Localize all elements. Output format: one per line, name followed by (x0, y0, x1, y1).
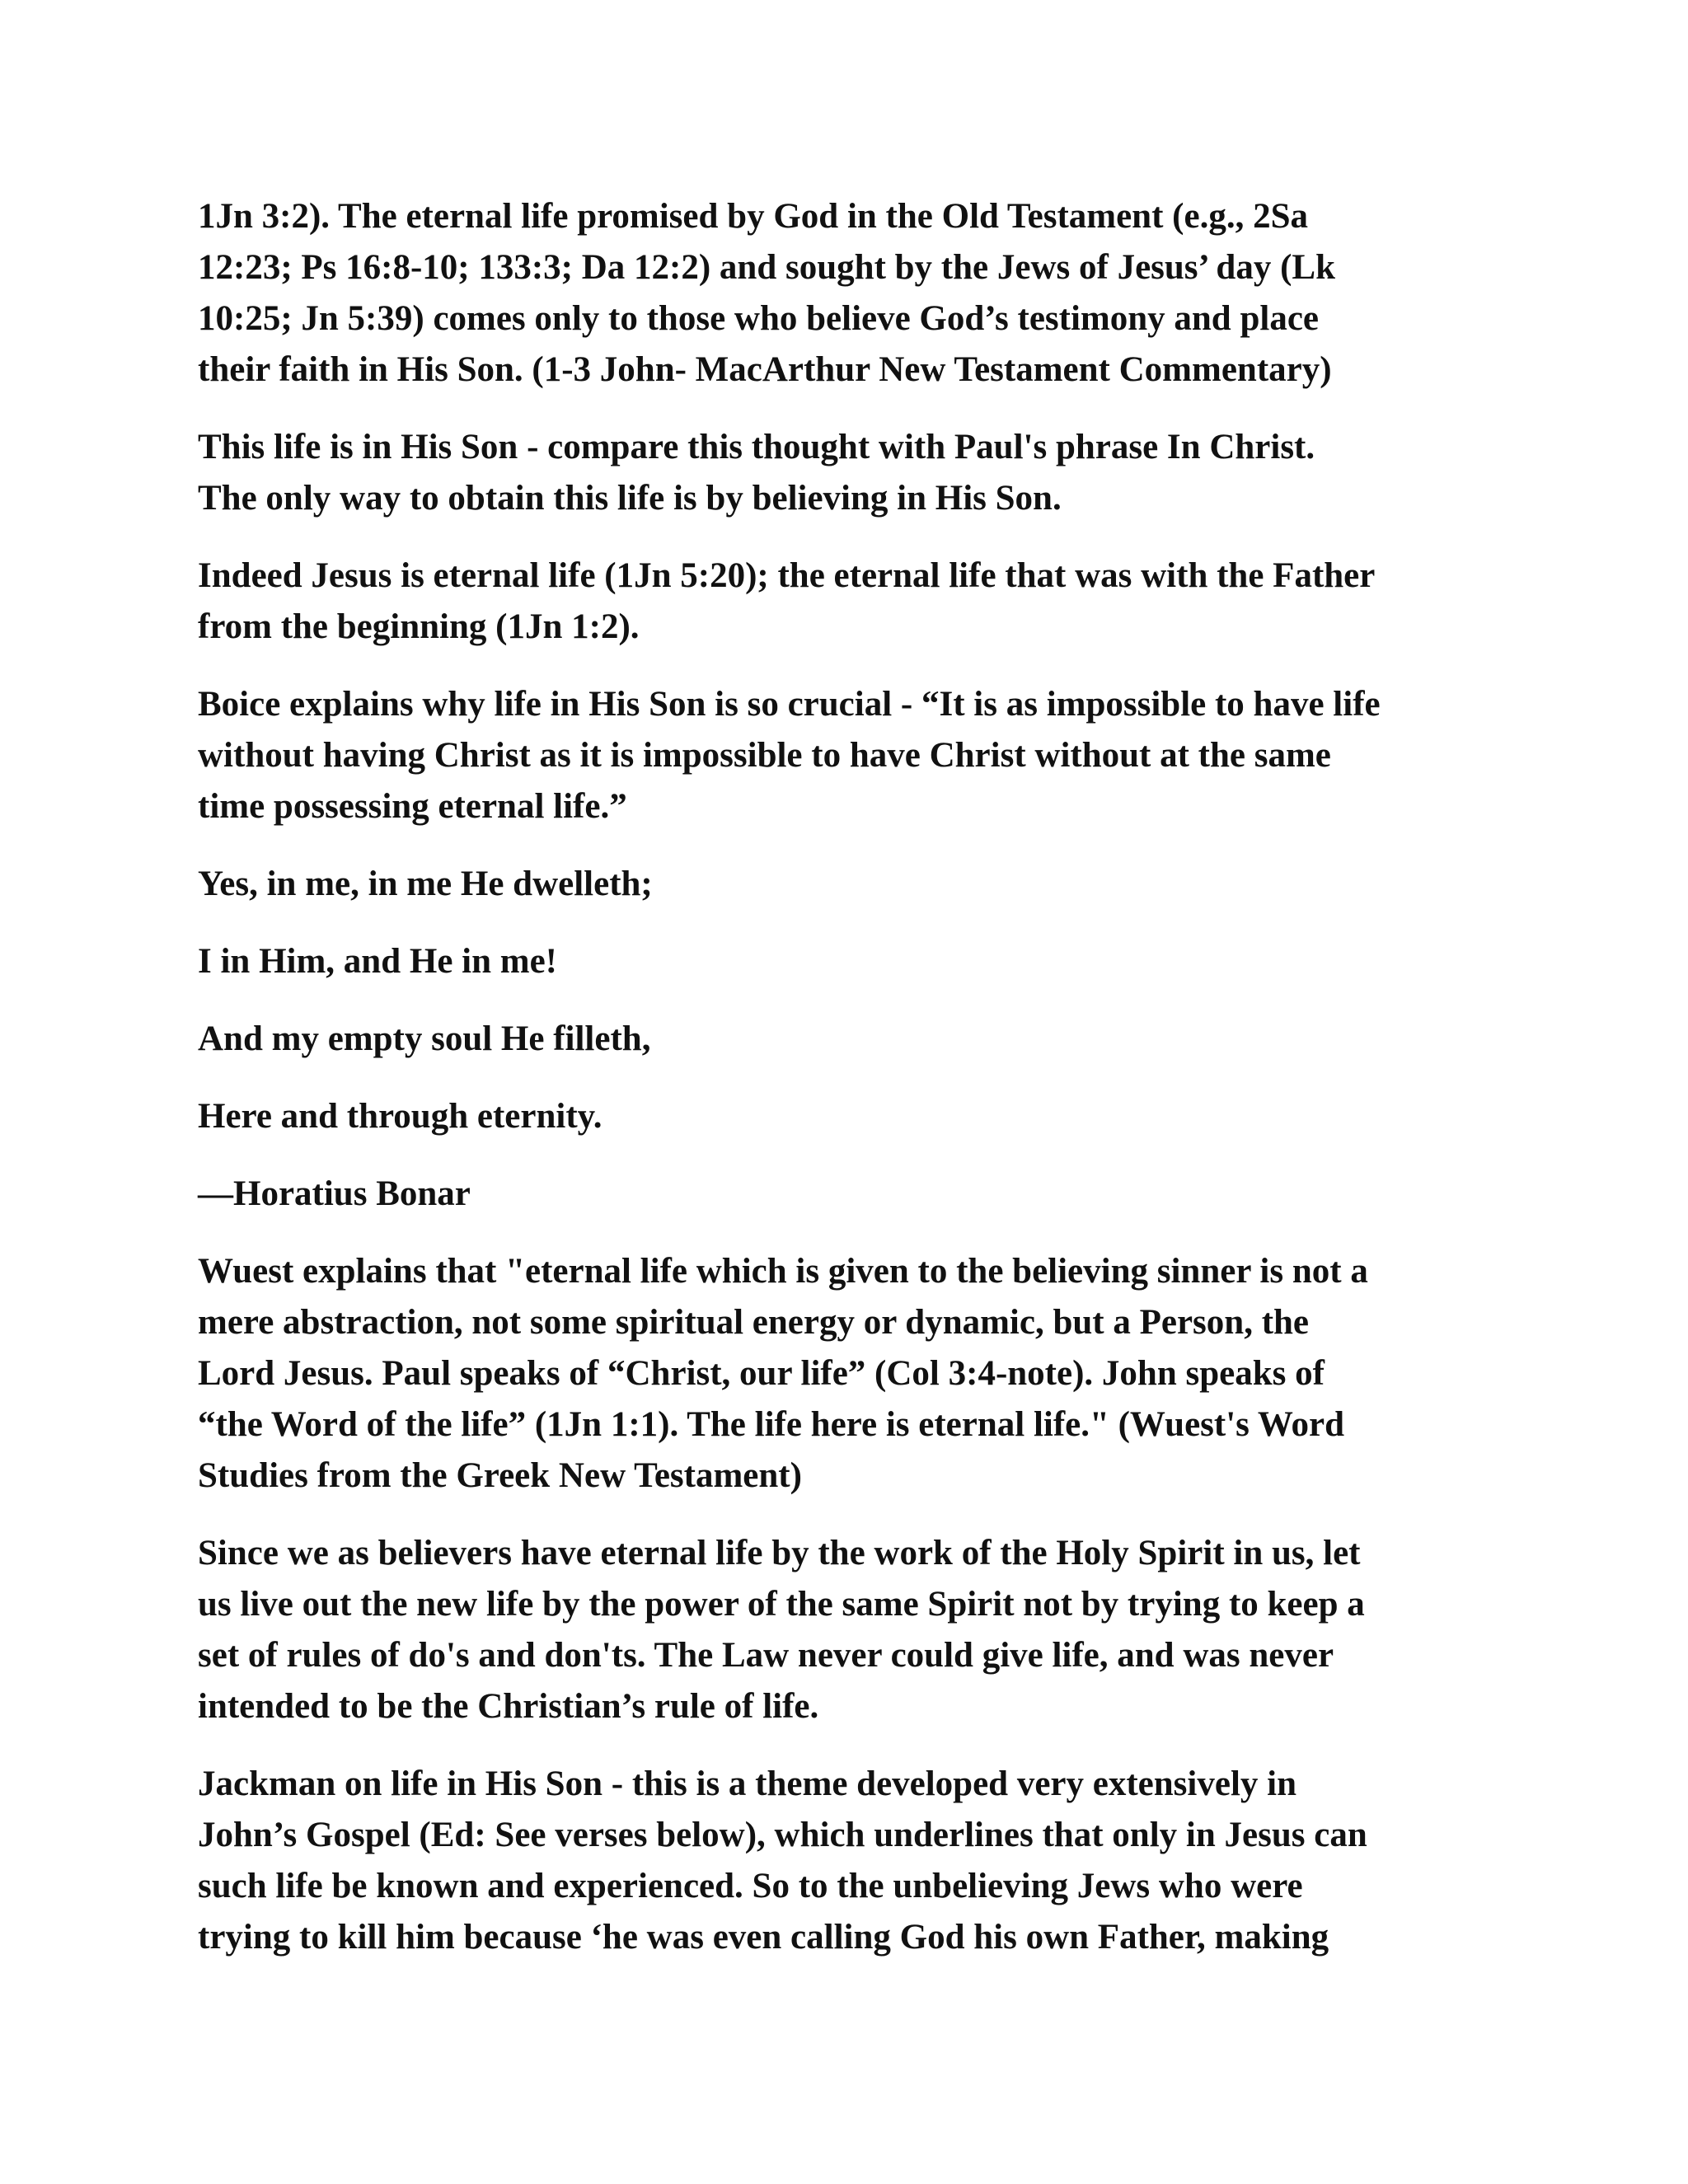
paragraph-wuest (198, 1246, 1500, 1502)
text-line: mere abstraction, not some spiritual energy or dynamic, but a Person, the (198, 1303, 1310, 1342)
text-line: Lord Jesus. Paul speaks of “Christ, our life” (Col 3:4-note). John speaks of (198, 1354, 1325, 1393)
text-line: John’s Gospel (Ed: See verses below), which underlines that only in Jesus can (198, 1816, 1367, 1854)
text-line: from the beginning (1Jn 1:2). (198, 607, 640, 646)
text-line: Jackman on life in His Son - this is a theme developed very extensively in (198, 1765, 1296, 1803)
text-line: us live out the new life by the power of the same Spirit not by trying to keep a (198, 1585, 1365, 1624)
paragraph-holy-spirit (198, 1528, 1500, 1732)
text-line: such life be known and experienced. So to the unbelieving Jews who were (198, 1867, 1303, 1905)
poem-line: Here and through eternity. (198, 1097, 603, 1136)
text-line: trying to kill him because ‘he was even calling God his own Father, making (198, 1918, 1329, 1957)
text-line: Indeed Jesus is eternal life (1Jn 5:20); the eternal life that was with the Father (198, 556, 1376, 595)
paragraph-life-in-son (198, 422, 1500, 524)
text-line: set of rules of do's and don'ts. The Law never could give life, and was never (198, 1636, 1334, 1675)
document-body (198, 191, 1500, 1990)
text-line: time possessing eternal life.” (198, 787, 627, 826)
paragraph-macarthur (198, 191, 1500, 396)
poem-line: Yes, in me, in me He dwelleth; (198, 865, 653, 903)
poem-block (198, 859, 1500, 1220)
text-line: 1Jn 3:2). The eternal life promised by God in the Old Testament (e.g., 2Sa (198, 197, 1308, 236)
poem-attribution: —Horatius Bonar (198, 1174, 471, 1213)
text-line: “the Word of the life” (1Jn 1:1). The life here is eternal life." (Wuest's Word (198, 1405, 1344, 1444)
text-line: The only way to obtain this life is by believing in His Son. (198, 479, 1062, 518)
text-line: Wuest explains that "eternal life which is given to the believing sinner is not a (198, 1252, 1368, 1291)
text-line: Studies from the Greek New Testament) (198, 1456, 802, 1495)
text-line: 10:25; Jn 5:39) comes only to those who believe God’s testimony and place (198, 299, 1320, 338)
text-line: Boice explains why life in His Son is so crucial - “It is as impossible to have life (198, 685, 1381, 724)
text-line: without having Christ as it is impossible to have Christ without at the same (198, 736, 1331, 775)
poem-line: I in Him, and He in me! (198, 942, 558, 981)
text-line: This life is in His Son - compare this thought with Paul's phrase In Christ. (198, 428, 1315, 466)
paragraph-jackman (198, 1759, 1500, 1963)
text-line: 12:23; Ps 16:8-10; 133:3; Da 12:2) and sought by the Jews of Jesus’ day (Lk (198, 248, 1335, 287)
paragraph-jesus-eternal-life (198, 551, 1500, 653)
poem-line: And my empty soul He filleth, (198, 1019, 651, 1058)
text-line: their faith in His Son. (1-3 John- MacArthur New Testament Commentary) (198, 350, 1332, 389)
text-line: intended to be the Christian’s rule of life. (198, 1687, 819, 1726)
paragraph-boice (198, 679, 1500, 832)
text-line: Since we as believers have eternal life by the work of the Holy Spirit in us, let (198, 1534, 1361, 1572)
